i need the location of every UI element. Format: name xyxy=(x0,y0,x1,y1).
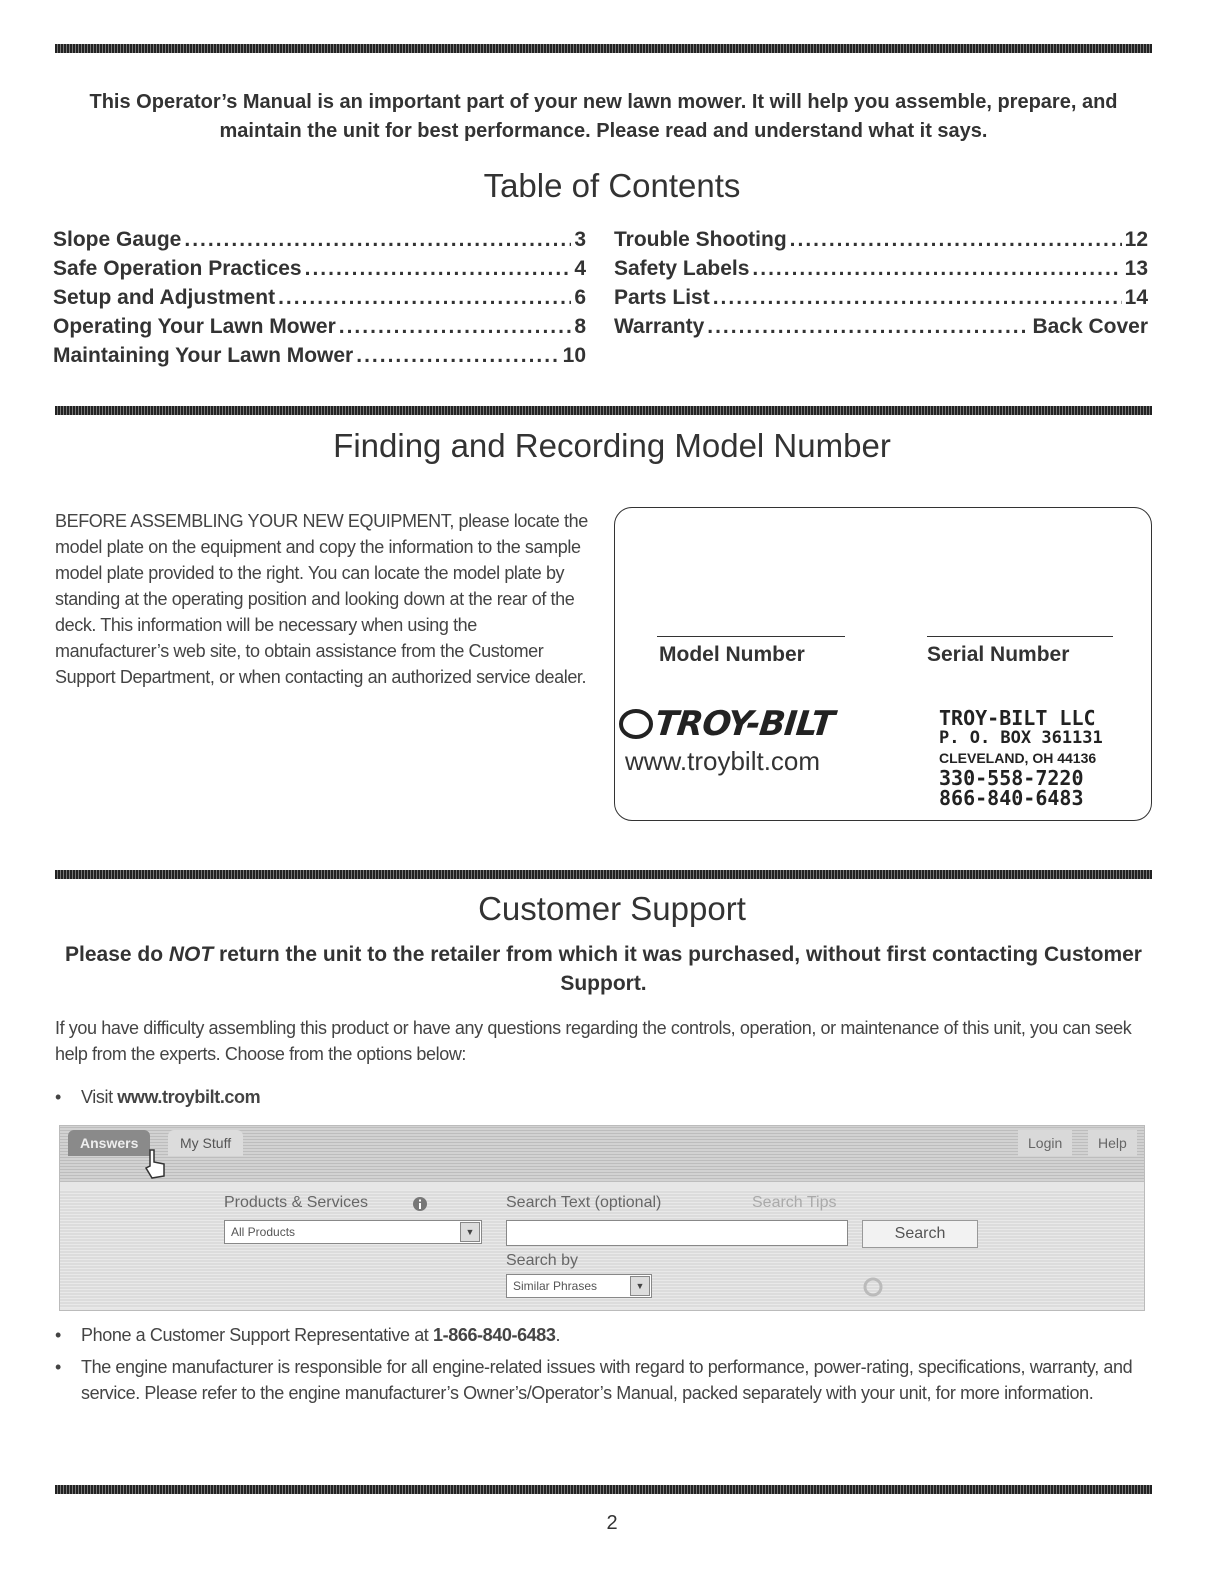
troy-bilt-logo xyxy=(617,704,836,744)
search-panel xyxy=(60,1190,1144,1308)
toc-heading: Table of Contents xyxy=(483,167,741,204)
website-screenshot xyxy=(59,1125,1145,1311)
support-notice xyxy=(55,940,1152,998)
products-label: Products & Services xyxy=(224,1194,369,1211)
bullet-icon: • xyxy=(55,1325,61,1345)
toc-entry-page: 13 xyxy=(1124,257,1148,280)
logo-swoosh-icon xyxy=(617,707,655,741)
toc-entry-page: 4 xyxy=(574,257,586,280)
toc-entry-title: Warranty xyxy=(614,315,705,338)
notice-text: return the unit to the retailer from which it was purchased, without first contacting Customer Support. xyxy=(213,943,1142,995)
support-options-list xyxy=(55,1322,1152,1406)
toc-entry xyxy=(614,315,1148,344)
footer-rule xyxy=(55,1485,1152,1494)
hand-pointer-icon xyxy=(142,1148,168,1180)
plate-address xyxy=(939,708,1103,808)
toc-entry-title: Slope Gauge xyxy=(53,228,182,251)
toc-leader xyxy=(752,257,1121,281)
engine-bullet xyxy=(55,1354,1152,1406)
toc-leader xyxy=(707,315,1029,339)
toc-leader xyxy=(184,228,571,252)
toc-leader xyxy=(356,344,559,368)
plate-url: www.troybilt.com xyxy=(625,746,821,776)
website-tab-bar xyxy=(60,1126,1144,1182)
toc-entry-page: 8 xyxy=(574,315,586,338)
toc-entry-title: Trouble Shooting xyxy=(614,228,787,251)
toc-right-column xyxy=(614,228,1148,344)
toc-leader xyxy=(278,286,571,310)
visit-url-link[interactable]: www.troybilt.com xyxy=(117,1087,261,1107)
engine-text: The engine manufacturer is responsible for all engine-related issues with regard to performance, power-rating, specifications, warranty, and service. Please refer to the engine manufacturer’s Owner’s/Operator’s Manual, packed separately with your unit, for more information. xyxy=(81,1357,1133,1403)
toc-entry-page: 12 xyxy=(1124,228,1148,251)
info-icon[interactable] xyxy=(412,1196,428,1212)
bullet-icon: • xyxy=(55,1087,61,1107)
section-rule xyxy=(55,406,1152,415)
support-body: If you have difficulty assembling this product or have any questions regarding the controls, operation, or maintenance of this unit, you can seek help from the experts. Choose from the options below: xyxy=(55,1018,1132,1064)
phone-number: 1-866-840-6483 xyxy=(433,1325,556,1345)
toc-entry xyxy=(53,257,586,286)
toc-entry-title: Setup and Adjustment xyxy=(53,286,276,309)
toc-entry-page: 6 xyxy=(574,286,586,309)
toc-entry xyxy=(53,286,586,315)
serial-number-label: Serial Number xyxy=(927,643,1070,666)
search-tips-link[interactable]: Search Tips xyxy=(752,1194,837,1211)
chevron-down-icon[interactable]: ▼ xyxy=(460,1222,480,1242)
toc-entry xyxy=(53,344,586,373)
top-rule xyxy=(55,44,1152,53)
brand-name: TROY-BILT xyxy=(652,704,836,744)
toc-entry xyxy=(53,228,586,257)
visit-label: Visit xyxy=(81,1087,118,1107)
model-heading: Finding and Recording Model Number xyxy=(333,427,891,464)
toc-entry-page: 3 xyxy=(574,228,586,251)
toc-entry-page: Back Cover xyxy=(1032,315,1148,338)
notice-text: Please do xyxy=(65,943,169,966)
toc-entry xyxy=(614,257,1148,286)
search-by-label: Search by xyxy=(506,1252,579,1269)
visit-bullet xyxy=(55,1084,1152,1110)
toc-entry-page: 10 xyxy=(562,344,586,367)
serial-number-line xyxy=(927,636,1113,637)
toc-entry-title: Maintaining Your Lawn Mower xyxy=(53,344,354,367)
products-select[interactable]: All Products xyxy=(224,1220,482,1244)
model-instructions: BEFORE ASSEMBLING YOUR NEW EQUIPMENT, please locate the model plate on the equipment and copy the information to the sample model plate provided to the right. You can locate the model plate by standing at the operating position and looking down at the rear of the deck. This information will be necessary when using the manufacturer’s web site, to obtain assistance from the Customer Support Department, or when contacting an authorized service dealer. xyxy=(55,511,588,687)
toc-entry xyxy=(614,286,1148,315)
search-by-select[interactable]: Similar Phrases xyxy=(506,1274,652,1298)
toc-entry-title: Operating Your Lawn Mower xyxy=(53,315,336,338)
phone-period: . xyxy=(555,1325,561,1345)
search-text-label: Search Text (optional) xyxy=(506,1194,662,1211)
plate-phone-2: 866-840-6483 xyxy=(939,786,1084,810)
model-number-line xyxy=(657,636,845,637)
bullet-icon: • xyxy=(55,1357,61,1377)
login-link[interactable]: Login xyxy=(1018,1130,1072,1156)
support-heading: Customer Support xyxy=(478,890,746,927)
toc-entry-page: 14 xyxy=(1124,286,1148,309)
toc-left-column xyxy=(53,228,586,373)
toc-leader xyxy=(305,257,572,281)
phone-label: Phone a Customer Support Representative at xyxy=(81,1325,434,1345)
tab-answers[interactable]: Answers xyxy=(68,1130,150,1156)
toc-entry-title: Parts List xyxy=(614,286,710,309)
refresh-icon[interactable] xyxy=(862,1276,884,1298)
notice-emphasis: NOT xyxy=(168,943,214,966)
phone-bullet xyxy=(55,1322,1152,1348)
toc-leader xyxy=(713,286,1122,310)
help-link[interactable]: Help xyxy=(1088,1130,1137,1156)
toc-entry-title: Safe Operation Practices xyxy=(53,257,302,280)
search-button[interactable]: Search xyxy=(862,1220,978,1248)
toc-leader xyxy=(339,315,572,339)
toc-entry-title: Safety Labels xyxy=(614,257,750,280)
toc-leader xyxy=(790,228,1122,252)
plate-box: P. O. BOX 361131 xyxy=(939,728,1103,748)
intro-text: This Operator’s Manual is an important part of your new lawn mower. It will help you assemble, prepare, and maintain the unit for best performance. Please read and understand what it says. xyxy=(89,91,1118,142)
plate-phone-1: 330-558-7220 xyxy=(939,766,1084,790)
plate-city: CLEVELAND, OH 44136 xyxy=(939,750,1097,766)
model-number-label: Model Number xyxy=(659,643,805,666)
model-plate xyxy=(614,507,1152,821)
chevron-down-icon[interactable]: ▼ xyxy=(630,1276,650,1296)
toc-entry xyxy=(614,228,1148,257)
search-text-input[interactable] xyxy=(506,1220,848,1246)
section-rule xyxy=(55,870,1152,879)
toc-entry xyxy=(53,315,586,344)
plate-company: TROY-BILT LLC xyxy=(939,706,1096,730)
tab-my-stuff[interactable]: My Stuff xyxy=(168,1130,243,1156)
page-number: 2 xyxy=(606,1512,618,1534)
